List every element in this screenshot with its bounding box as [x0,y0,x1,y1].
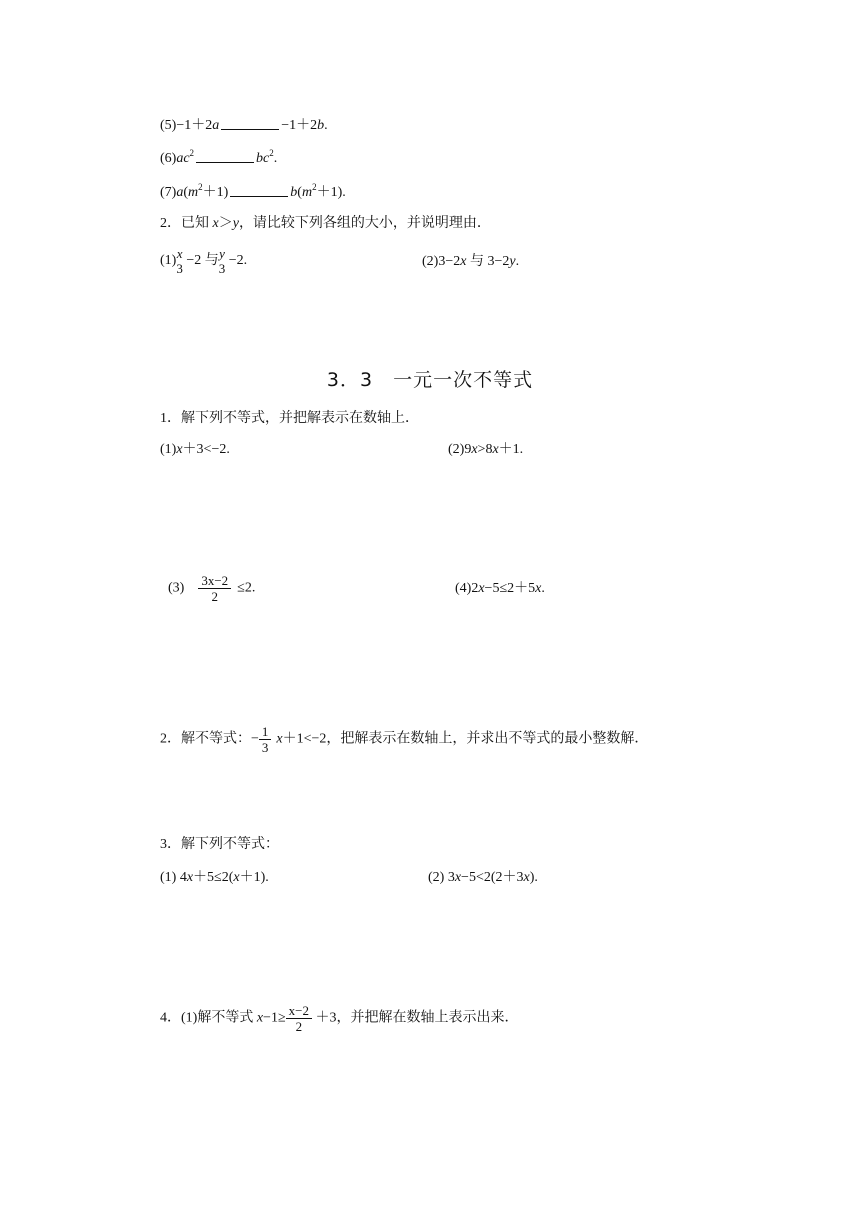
question-4: 4．(1)解不等式 x−1≥ $\frac{x-2}{2}$ ＋3，并把解在数轴上表示出来． [160,1003,519,1034]
question-2-part-2: (2)3−2x 与 3−2y. [422,254,520,269]
question-1-intro: 1．解下列不等式，并把解表示在数轴上． [160,411,419,426]
question-3-part-1: (1) 4x＋5≤2(x＋1). [160,870,269,885]
answer-blank[interactable] [230,184,288,197]
question-3-intro: 3．解下列不等式： [160,837,279,852]
fraction-x-minus-2-over-2: $\frac{x-2}{2}$ [286,1003,312,1034]
item-7: $(7)a(m^2+1)$ $b(m^2+1)$. [160,182,346,200]
section-heading: 3．3 一元一次不等式 [326,369,534,391]
fraction-3x-minus-2-over-2: $\frac{3x-2}{2}$ [198,573,231,604]
question-2-solve: 2．解不等式：− $\frac{1}{3}$ x＋1<−2，把解表示在数轴上，并求出不等式的最小整数解． [160,724,649,755]
question-1-part-4: (4)2x−5≤2＋5x. [455,581,545,596]
question-2-part-1: (1) x 3 −2 与 y 3 −2. [160,246,248,276]
answer-blank[interactable] [221,117,279,130]
question-1-part-3: (3) $\frac{3x-2}{2}$ ≤2. [168,573,256,604]
fraction-x-over-3: x 3 [176,246,183,276]
answer-blank[interactable] [196,150,254,163]
item-6: $(6)ac^2$ $bc^2$. [160,148,278,166]
fraction-1-over-3: $\frac{1}{3}$ [259,724,272,755]
fraction-y-over-3: y 3 [218,246,226,276]
item-5: (5)−1＋2a −1＋2b. [160,118,328,133]
question-1-part-1: (1)x＋3<−2. [160,442,230,457]
question-3-part-2: (2) 3x−5<2(2＋3x). [428,870,538,885]
question-1-part-2: (2)9x>8x＋1. [448,442,524,457]
question-2-compare: 2．已知 x＞y，请比较下列各组的大小，并说明理由． [160,216,491,231]
